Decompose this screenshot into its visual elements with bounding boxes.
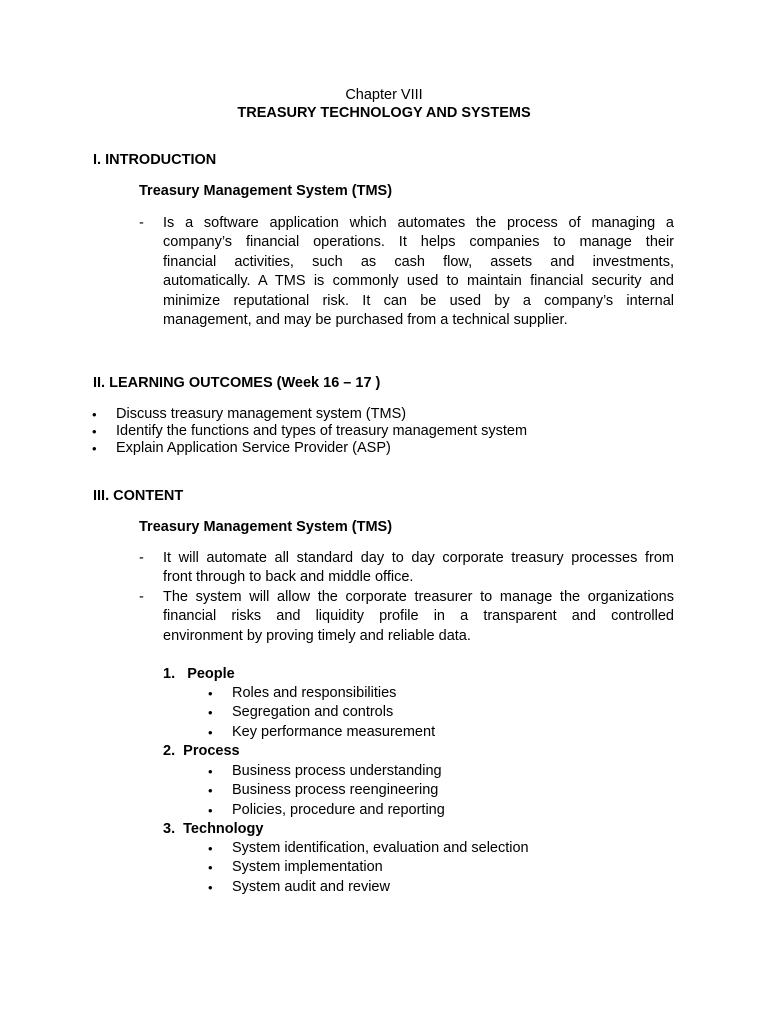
process-list: [208, 762, 445, 820]
list-item-text: System implementation: [232, 859, 383, 876]
bullet-icon: •: [208, 860, 213, 876]
bullet-icon: •: [92, 407, 97, 422]
list-item-text: Business process reengineering: [232, 782, 439, 799]
numbered-heading-process: [163, 742, 240, 762]
list-item: [208, 781, 445, 800]
bullet-icon: •: [208, 783, 213, 799]
section-heading-introduction: I. INTRODUCTION: [93, 152, 217, 168]
paragraph-line: front through to back and middle office.: [163, 569, 414, 586]
paragraph-line: management, and may be purchased from a technical supplier.: [163, 312, 568, 329]
content-point-2: [163, 588, 674, 646]
content-subheading-tms: Treasury Management System (TMS): [139, 519, 393, 535]
bullet-icon: •: [92, 424, 97, 439]
intro-paragraph: [163, 214, 674, 330]
bullet-icon: •: [208, 724, 213, 740]
numbered-heading-people: [163, 665, 235, 685]
section-title: Process: [183, 743, 240, 759]
paragraph-line: financial risks and liquidity profile in a transparent and controlled: [163, 608, 674, 625]
list-item: [208, 858, 529, 877]
list-item-text: Business process understanding: [232, 763, 442, 779]
paragraph-line: minimize reputational risk. It can be used by a company’s internal: [163, 292, 674, 309]
paragraph-line: Is a software application which automates the process of managing a: [163, 215, 674, 231]
list-item: [92, 440, 527, 457]
list-item: [208, 723, 436, 742]
chapter-label: Chapter VIII: [345, 87, 423, 103]
list-item-text: Roles and responsibilities: [232, 685, 397, 701]
bullet-icon: •: [92, 441, 97, 456]
list-item-text: Discuss treasury management system (TMS): [116, 406, 407, 422]
paragraph-line: automatically. A TMS is commonly used to maintain financial security and: [163, 273, 674, 290]
list-item-text: System audit and review: [232, 878, 390, 895]
section-title: Technology: [183, 821, 264, 837]
section-heading-learning-outcomes: II. LEARNING OUTCOMES (Week 16 – 17 ): [93, 375, 381, 391]
paragraph-line: environment by proving timely and reliable data.: [163, 627, 471, 644]
list-item: [208, 762, 445, 781]
dash-marker: -: [139, 589, 144, 605]
bullet-icon: •: [208, 686, 213, 701]
list-item: [208, 878, 529, 897]
section-heading-content: III. CONTENT: [93, 488, 184, 504]
section-subheading-tms: Treasury Management System (TMS): [139, 183, 393, 199]
bullet-icon: •: [208, 879, 213, 895]
list-item: [208, 801, 445, 820]
list-item-text: Identify the functions and types of treasury management system: [116, 423, 528, 439]
bullet-icon: •: [208, 764, 213, 779]
dash-marker: -: [139, 215, 144, 231]
list-item-text: Key performance measurement: [232, 723, 436, 740]
paragraph-line: It will automate all standard day to day corporate treasury processes from: [163, 550, 674, 566]
section-number: 1.: [163, 666, 176, 682]
bullet-icon: •: [208, 841, 213, 856]
list-item-text: Segregation and controls: [232, 704, 394, 721]
section-number: 2.: [163, 743, 176, 759]
list-item: [208, 684, 435, 703]
people-list: [208, 684, 436, 742]
technology-list: [208, 839, 529, 897]
list-item-text: Policies, procedure and reporting: [232, 801, 445, 818]
page-title: TREASURY TECHNOLOGY AND SYSTEMS: [237, 105, 531, 121]
list-item-text: System identification, evaluation and selection: [232, 840, 529, 856]
paragraph-line: The system will allow the corporate treasurer to manage the organizations: [163, 589, 674, 605]
list-item: [208, 703, 435, 722]
list-item: [92, 423, 528, 440]
dash-marker: -: [139, 550, 144, 566]
numbered-heading-technology: [163, 820, 263, 840]
list-item: [92, 406, 527, 423]
bullet-icon: •: [208, 802, 213, 818]
paragraph-line: financial activities, such as cash flow, assets and investments,: [163, 253, 674, 270]
learning-outcomes-list: [92, 406, 528, 457]
content-point-1: [163, 549, 674, 588]
list-item-text: Explain Application Service Provider (ASP): [116, 440, 391, 456]
bullet-icon: •: [208, 705, 213, 721]
list-item: [208, 839, 529, 858]
section-title: People: [187, 666, 235, 682]
paragraph-line: company’s financial operations. It helps companies to manage their: [163, 234, 674, 251]
section-number: 3.: [163, 821, 176, 837]
